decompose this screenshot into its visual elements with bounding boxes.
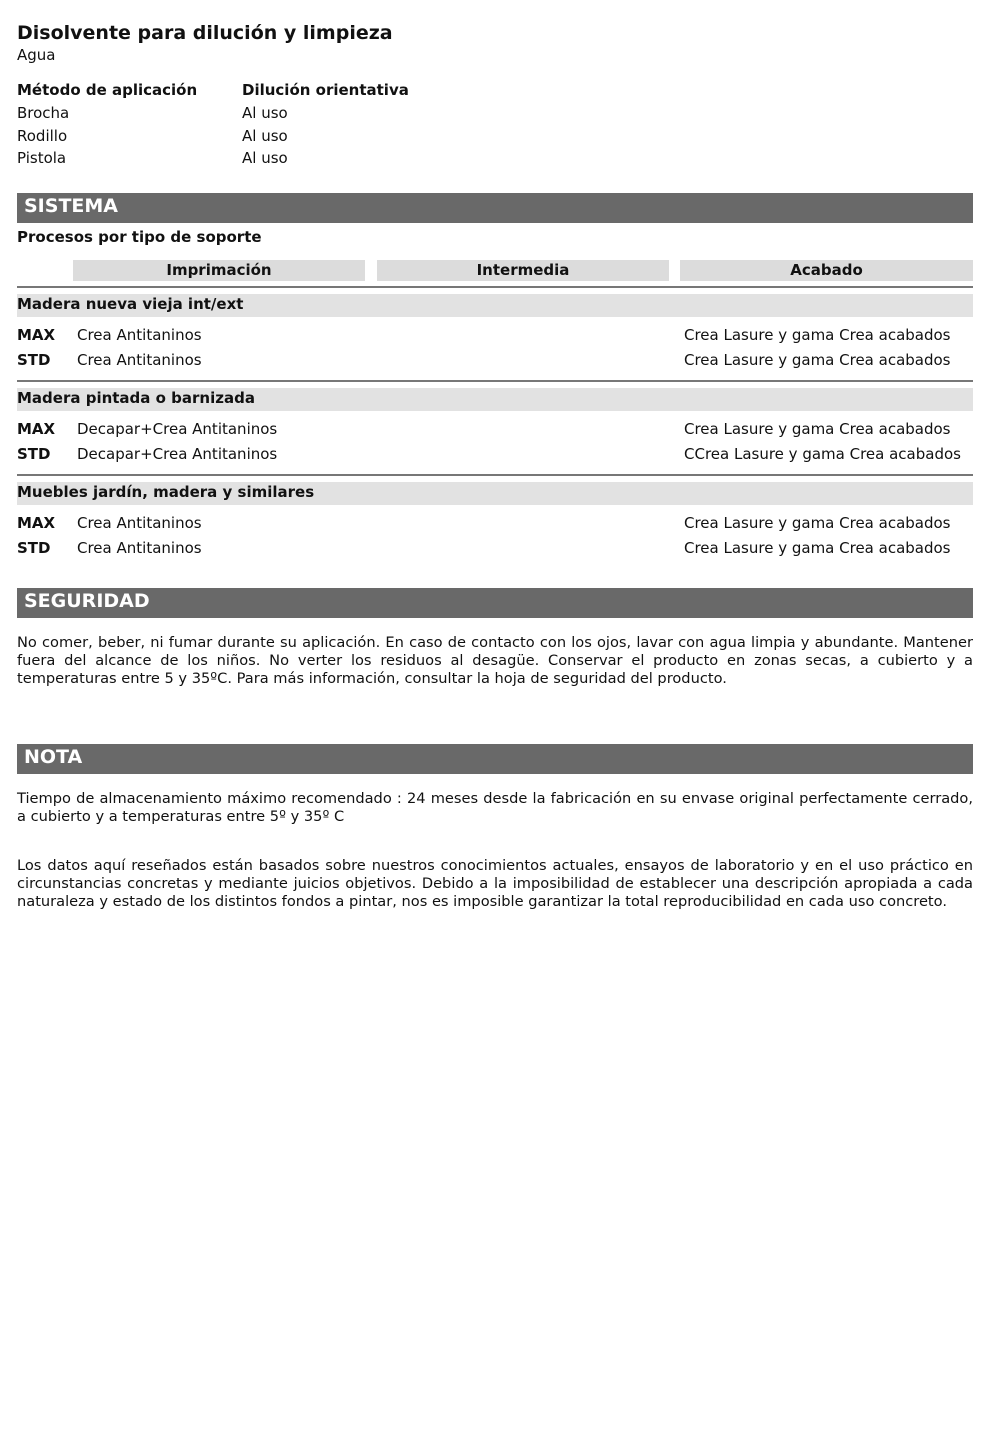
- method-brocha: Brocha: [17, 104, 70, 122]
- primer-cell: Crea Antitaninos: [77, 326, 202, 344]
- primer-cell: Decapar+Crea Antitaninos: [77, 420, 278, 438]
- nota-section-bar: [17, 744, 973, 774]
- seguridad-text: No comer, beber, ni fumar durante su aplicación. En caso de contacto con los ojos, lavar con agua limpia y abundante. Mantener fuera del alcance de los niños. No verter los residuos al desagüe. Conservar el producto en zonas secas, a cubierto y a temperaturas entre 5 y 35ºC. Para más información, consultar la hoja de seguridad del producto.: [17, 634, 973, 688]
- group-divider: [17, 380, 973, 382]
- method-column-header: Método de aplicación: [17, 81, 198, 99]
- sistema-subtitle: Procesos por tipo de soporte: [17, 228, 262, 246]
- column-header-intermedia: Intermedia: [377, 260, 669, 281]
- level-label: STD: [17, 539, 51, 557]
- table-row: [17, 326, 973, 346]
- solvent-value: Agua: [17, 46, 56, 64]
- sistema-title: SISTEMA: [24, 195, 118, 217]
- group-divider: [17, 286, 973, 288]
- level-label: MAX: [17, 326, 56, 344]
- dilution-heading: Disolvente para dilución y limpieza: [17, 22, 393, 44]
- table-row: [17, 351, 973, 371]
- table-row: [17, 514, 973, 534]
- dilution-rodillo: Al uso: [242, 127, 288, 145]
- finish-cell: Crea Lasure y gama Crea acabados: [684, 539, 951, 557]
- nota-storage-text: Tiempo de almacenamiento máximo recomendado : 24 meses desde la fabricación en su envase original perfectamente cerrado, a cubierto y a temperaturas entre 5º y 35º C: [17, 790, 973, 826]
- primer-cell: Crea Antitaninos: [77, 539, 202, 557]
- sistema-section-bar: [17, 193, 973, 223]
- primer-cell: Crea Antitaninos: [77, 351, 202, 369]
- table-row: [17, 420, 973, 440]
- level-label: MAX: [17, 420, 56, 438]
- dilution-pistola: Al uso: [242, 149, 288, 167]
- group-header: Madera pintada o barnizada: [17, 388, 973, 411]
- group-header: Madera nueva vieja int/ext: [17, 294, 973, 317]
- finish-cell: CCrea Lasure y gama Crea acabados: [684, 445, 961, 463]
- table-row: [17, 539, 973, 559]
- column-header-imprimacion: Imprimación: [73, 260, 365, 281]
- finish-cell: Crea Lasure y gama Crea acabados: [684, 514, 951, 532]
- dilution-column-header: Dilución orientativa: [242, 81, 409, 99]
- primer-cell: Crea Antitaninos: [77, 514, 202, 532]
- level-label: STD: [17, 351, 51, 369]
- table-row: [17, 445, 973, 465]
- dilution-brocha: Al uso: [242, 104, 288, 122]
- seguridad-title: SEGURIDAD: [24, 590, 150, 612]
- level-label: MAX: [17, 514, 56, 532]
- nota-disclaimer-text: Los datos aquí reseñados están basados sobre nuestros conocimientos actuales, ensayos de laboratorio y en el uso práctico en circunstancias concretas y mediante juicios objetivos. Debido a la imposibilidad de establecer una descripción apropiada a cada naturaleza y estado de los distintos fondos a pintar, nos es imposible garantizar la total reproducibilidad en cada uso concreto.: [17, 857, 973, 911]
- group-header: Muebles jardín, madera y similares: [17, 482, 973, 505]
- method-rodillo: Rodillo: [17, 127, 68, 145]
- primer-cell: Decapar+Crea Antitaninos: [77, 445, 278, 463]
- method-pistola: Pistola: [17, 149, 67, 167]
- finish-cell: Crea Lasure y gama Crea acabados: [684, 420, 951, 438]
- column-header-acabado: Acabado: [680, 260, 973, 281]
- seguridad-section-bar: [17, 588, 973, 618]
- group-divider: [17, 474, 973, 476]
- finish-cell: Crea Lasure y gama Crea acabados: [684, 326, 951, 344]
- level-label: STD: [17, 445, 51, 463]
- nota-title: NOTA: [24, 746, 83, 768]
- finish-cell: Crea Lasure y gama Crea acabados: [684, 351, 951, 369]
